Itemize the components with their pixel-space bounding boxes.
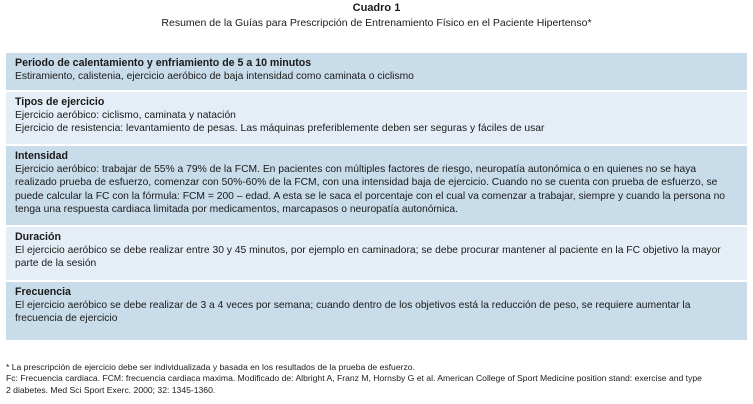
section-title: Periodo de calentamiento y enfriamiento de 5 a 10 minutos: [15, 57, 312, 69]
section-line: frecuencia de ejercicio: [15, 313, 118, 325]
section-title: Tipos de ejercicio: [15, 96, 105, 108]
section-line: Estiramiento, calistenia, ejercicio aeróbico de baja intensidad como caminata o ciclismo: [15, 71, 414, 83]
guidelines-table: [6, 53, 747, 340]
section-line: puede calcular la FC con la fórmula: FCM = 200 – edad. A esta se le saca el porcentaje con el cual va comenzar a trabajar, siempre y cuando la persona no: [15, 190, 726, 202]
section-frequency: [6, 282, 747, 340]
table-caption: Resumen de la Guías para Prescripción de Entrenamiento Físico en el Paciente Hipertenso*: [161, 17, 592, 29]
section-line: parte de la sesión: [15, 258, 97, 270]
section-intensity: [6, 146, 747, 227]
section-warmup: [6, 53, 747, 92]
section-line: El ejercicio aeróbico se debe realizar entre 30 y 45 minutos, por ejemplo en caminadora; se debe procurar mantener al paciente en la FC objetivo la mayor: [15, 245, 721, 257]
section-title: Intensidad: [15, 150, 68, 162]
section-line: El ejercicio aeróbico se debe realizar de 3 a 4 veces por semana; cuando dentro de los objetivos está la reducción de peso, se requiere aumentar la: [15, 300, 691, 312]
section-exercise-types: [6, 92, 747, 146]
section-line: Ejercicio aeróbico: ciclismo, caminata y natación: [15, 110, 236, 122]
footnotes: [6, 362, 747, 396]
section-title: Duración: [15, 231, 61, 243]
section-duration: [6, 227, 747, 282]
table-number: Cuadro 1: [352, 2, 401, 14]
section-line: Ejercicio de resistencia: levantamiento de pesas. Las máquinas preferiblemente deben ser seguras y fáciles de usar: [15, 123, 545, 135]
footnote-reference: 2 diabetes. Med Sci Sport Exerc. 2000; 32: 1345-1360.: [6, 384, 216, 395]
section-line: realizado prueba de esfuerzo, comenzar con 50%-60% de la FCM, con una intensidad baja de ejercicio. Cuando no se cuenta con prueba de esfuerzo, se: [15, 177, 718, 189]
footnote-abbreviations: Fc: Frecuencia cardiaca. FCM: frecuencia cardiaca maxima. Modificado de: Albright A, Franz M, Hornsby G et al. American College of Sport Medicine position stand: exercise and type: [6, 373, 702, 384]
section-line: Ejercicio aeróbico: trabajar de 55% a 79% de la FCM. En pacientes con múltiples factores de riesgo, neuropatía autonómica o en quienes no se haya: [15, 164, 697, 176]
section-line: tenga una respuesta cardiaca limitada por medicamentos, marcapasos o neuropatía autonómica.: [15, 203, 459, 215]
section-title: Frecuencia: [15, 286, 71, 298]
footnote-asterisk: * La prescripción de ejercicio debe ser individualizada y basada en los resultados de la prueba de esfuerzo.: [6, 362, 415, 372]
